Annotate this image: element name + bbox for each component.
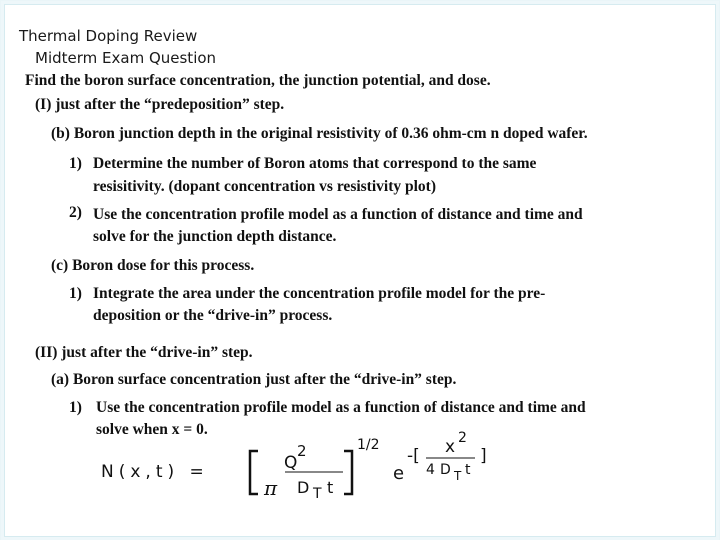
page-subtitle: Midterm Exam Question xyxy=(35,49,217,67)
part2-a-label: (a) Boron surface concentration just after the “drive-in” step. xyxy=(51,371,457,388)
slide xyxy=(4,4,716,537)
denominator-d: D xyxy=(297,478,310,497)
item-text: Use the concentration profile model as a function of distance and time and xyxy=(96,399,586,416)
part1-heading: (I) just after the “predeposition” step. xyxy=(35,96,285,113)
item-number: 1) xyxy=(69,155,82,172)
item-text-cont: deposition or the “drive-in” process. xyxy=(93,307,333,324)
exp-t: t xyxy=(465,462,471,478)
exp-d-subscript: T xyxy=(454,469,462,483)
item-number: 2) xyxy=(69,204,82,221)
page-title: Thermal Doping Review xyxy=(19,27,198,45)
half-exponent: 1/2 xyxy=(357,437,380,453)
intro-text: Find the boron surface concentration, the junction potential, and dose. xyxy=(25,72,491,89)
numerator-exponent: 2 xyxy=(297,442,307,460)
part1-c-label: (c) Boron dose for this process. xyxy=(51,257,255,274)
item-text-cont: solve when x = 0. xyxy=(96,421,208,438)
exp-fraction-bar-wrap xyxy=(425,456,477,460)
item-text: Use the concentration profile model as a function of distance and time and xyxy=(93,206,583,223)
exp-close-bracket: ] xyxy=(480,446,487,466)
part2-heading: (II) just after the “drive-in” step. xyxy=(35,344,253,361)
part1-b-label: (b) Boron junction depth in the original resistivity of 0.36 ohm-cm n doped wafer. xyxy=(51,125,588,142)
item-number: 1) xyxy=(69,285,82,302)
exp-x: x xyxy=(445,437,456,457)
numerator-q: Q xyxy=(284,453,298,473)
item-text-cont: resisitivity. (dopant concentration vs resistivity plot) xyxy=(93,178,436,195)
right-bracket xyxy=(344,451,352,494)
pi-symbol: π xyxy=(264,476,278,500)
item-text-cont: solve for the junction depth distance. xyxy=(93,228,337,245)
exp-minus-bracket: -[ xyxy=(407,446,420,466)
exp-x-square: 2 xyxy=(458,430,467,446)
equation-lhs: N(x,t) = xyxy=(101,462,209,482)
exp-d: D xyxy=(440,462,451,478)
item-text: Integrate the area under the concentration profile model for the pre- xyxy=(93,285,546,302)
item-number: 1) xyxy=(69,399,82,416)
exp-four: 4 xyxy=(426,462,435,478)
item-text: Determine the number of Boron atoms that correspond to the same xyxy=(93,155,537,172)
exp-base: e xyxy=(393,463,405,484)
denominator-t: t xyxy=(327,478,334,497)
left-bracket xyxy=(250,451,258,494)
denominator-subscript: T xyxy=(313,486,322,502)
